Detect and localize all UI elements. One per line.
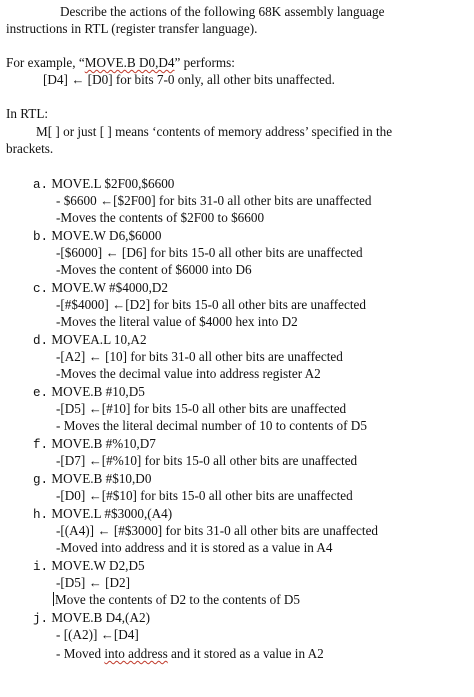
item-rtl: -[$6000] ← [D6] for bits 15-0 all other bits are unaffected	[56, 245, 363, 260]
item-instruction: MOVE.L $2F00,$6600	[51, 176, 175, 191]
rtl-heading: In RTL:	[6, 106, 49, 121]
item-marker: i.	[33, 560, 49, 574]
item-description: - Moves the literal decimal number of 10 to contents of D5	[56, 418, 367, 433]
item-description-pre: - Moved	[56, 646, 105, 661]
item-instruction: MOVE.B #%10,D7	[51, 436, 156, 451]
item-marker: b.	[33, 230, 49, 244]
item-rtl: -[(A4)] ← [#$3000] for bits 31-0 all other bits are unaffected	[56, 523, 379, 538]
item-rtl: -[A2] ← [10] for bits 31-0 all other bits are unaffected	[56, 349, 343, 364]
item-description: -Moves the decimal value into address register A2	[56, 366, 321, 381]
rtl-note-line-2: brackets.	[6, 141, 54, 156]
item-description-post: and it stored as a value in A2	[167, 646, 324, 661]
item-description-flagged: into address	[104, 646, 168, 661]
item-description: -Moves the content of $6000 into D6	[56, 262, 252, 277]
example-lead	[6, 54, 235, 71]
item-rtl: - $6600 ←[$2F00] for bits 31-0 all other bits are unaffected	[56, 193, 372, 208]
item-instruction: MOVE.B #10,D5	[51, 384, 145, 399]
intro-line-1: Describe the actions of the following 68K assembly language	[60, 4, 385, 19]
item-marker: d.	[33, 334, 49, 348]
item-rtl: -[D7] ←[#%10] for bits 15-0 all other bits are unaffected	[56, 453, 358, 468]
example-instruction: MOVE.B D0,D4	[84, 55, 175, 70]
item-instruction: MOVE.W D6,$6000	[51, 228, 162, 243]
item-instruction: MOVE.L #$3000,(A4)	[51, 506, 173, 521]
item-marker: e.	[33, 386, 49, 400]
item-marker: f.	[33, 438, 49, 452]
item-marker: j.	[33, 612, 49, 626]
intro-line-2: instructions in RTL (register transfer language).	[6, 21, 258, 36]
example-rtl: [D4] ← [D0] for bits 7-0 only, all other bits unaffected.	[43, 72, 335, 87]
example-lead-before: For example, “	[6, 55, 85, 70]
item-rtl: -[D5] ←[#10] for bits 15-0 all other bits are unaffected	[56, 401, 347, 416]
item-description-text: Move the contents of D2 to the contents of D5	[55, 592, 301, 607]
item-description	[53, 591, 300, 608]
item-description: -Moves the literal value of $4000 hex into D2	[56, 314, 298, 329]
item-instruction: MOVE.W #$4000,D2	[51, 280, 169, 295]
item-instruction: MOVE.B #$10,D0	[51, 471, 152, 486]
text-cursor	[53, 592, 54, 606]
item-description	[56, 645, 324, 662]
rtl-note-line-1: M[ ] or just [ ] means ‘contents of memory address’ specified in the	[36, 124, 393, 139]
item-rtl: - [(A2)] ←[D4]	[56, 627, 139, 642]
item-rtl: -[D5] ← [D2]	[56, 575, 130, 590]
item-instruction: MOVEA.L 10,A2	[51, 332, 147, 347]
item-marker: g.	[33, 473, 49, 487]
item-marker: a.	[33, 178, 49, 192]
item-instruction: MOVE.B D4,(A2)	[51, 610, 150, 625]
item-rtl: -[D0] ←[#$10] for bits 15-0 all other bits are unaffected	[56, 488, 353, 503]
item-rtl: -[#$4000] ←[D2] for bits 15-0 all other bits are unaffected	[56, 297, 366, 312]
item-description: -Moved into address and it is stored as a value in A4	[56, 540, 333, 555]
item-marker: c.	[33, 282, 49, 296]
item-description: -Moves the contents of $2F00 to $6600	[56, 210, 265, 225]
item-instruction: MOVE.W D2,D5	[51, 558, 145, 573]
item-marker: h.	[33, 508, 49, 522]
example-lead-after: ” performs:	[174, 55, 235, 70]
